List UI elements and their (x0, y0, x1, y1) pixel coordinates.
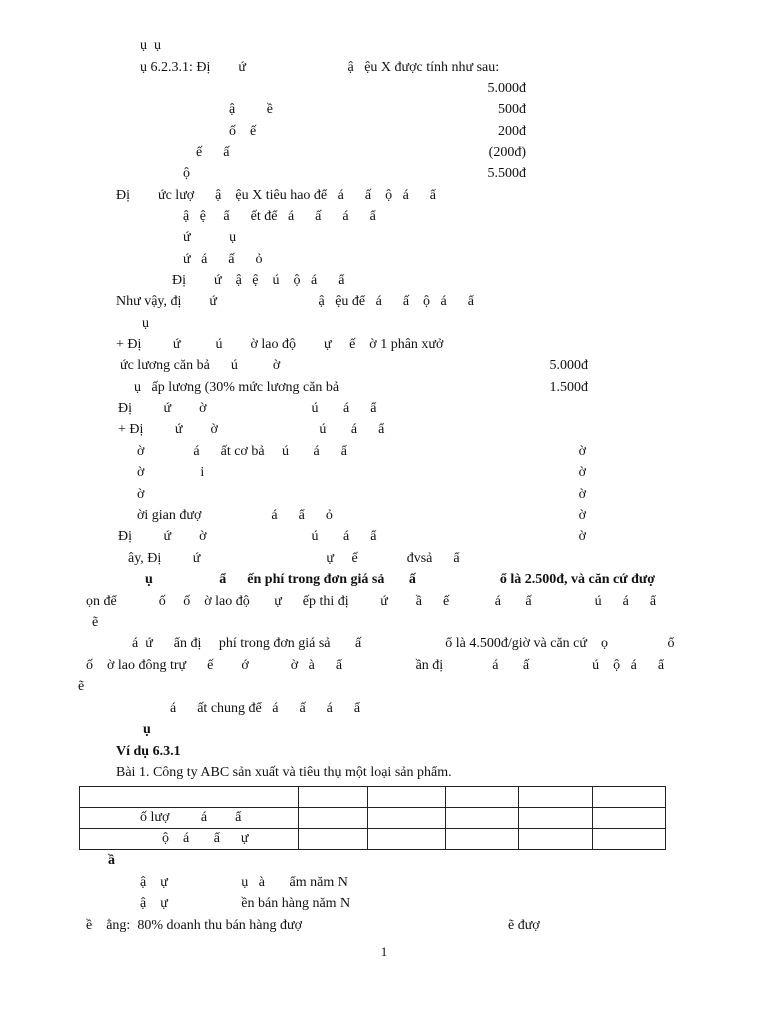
value: ờ (578, 487, 586, 502)
text-line: ụ (143, 722, 151, 737)
table-cell (445, 787, 518, 808)
table-cell (368, 787, 445, 808)
table-cell (368, 829, 445, 850)
data-table (79, 786, 666, 850)
text-line: ụ ụ (140, 38, 161, 53)
table-cell: ố lượ á ẩ (80, 808, 299, 829)
text-line: ọn để ố ố ờ lao độ ự ếp thi đị ứ ầ ế á ấ ú á ẩ (86, 594, 657, 609)
value: ờ (578, 444, 586, 459)
text-line: + Đị ứ ờ ú á ẩ (118, 422, 385, 437)
value: 500đ (498, 102, 526, 117)
table-cell (298, 787, 367, 808)
table-cell (445, 808, 518, 829)
text-line: ộ (183, 166, 190, 181)
value: ờ (578, 529, 586, 544)
table-cell (368, 808, 445, 829)
text-line: ậ ề (229, 102, 273, 117)
table-cell (592, 829, 665, 850)
text-line: Đị ức lượ ậ ệu X tiêu hao để á ấ ộ á ẩ (116, 188, 436, 203)
table-cell (592, 808, 665, 829)
text-line: ụ 6.2.3.1: Đị ứ ậ ệu X được tính như sau: (140, 60, 500, 75)
text-line: ụ ấp lương (30% mức lương căn bả (134, 380, 340, 395)
example-heading: Ví dụ 6.3.1 (116, 744, 181, 759)
table-cell (298, 808, 367, 829)
value: 5.500đ (487, 166, 526, 181)
table-row (80, 829, 666, 850)
text-line: ậ ệ ẩ ết để á ấ á ẩ (183, 209, 376, 224)
text-line: ức lương căn bả ú ờ (120, 358, 281, 373)
text-line: ề ằng: 80% doanh thu bán hàng đượ (86, 918, 303, 933)
text-line: ẽ (78, 679, 85, 694)
value: ờ (578, 508, 586, 523)
text-line: ụ (142, 316, 149, 331)
table-row (80, 808, 666, 829)
text-line: ời gian đượ á ẩ ỏ (137, 508, 333, 523)
text-line: ứ á ấ ỏ (183, 252, 263, 267)
text-line: ờ á ất cơ bả ú á ẩ (137, 444, 347, 459)
table-cell: ộ á ẩ ự (80, 829, 299, 850)
text-line: á ất chung để á ấ á ẩ (170, 701, 361, 716)
value: 1.500đ (549, 380, 588, 395)
table-cell (592, 787, 665, 808)
table-cell (298, 829, 367, 850)
page-number: 1 (380, 944, 388, 959)
value: 5.000đ (549, 358, 588, 373)
text-line: ậ ự ụ à ẩm năm N (140, 875, 348, 890)
value: ờ (578, 465, 586, 480)
table-cell (445, 829, 518, 850)
table-row (80, 787, 666, 808)
text-line: ố ờ lao đông trự ế ớ ờ à ẩ ần đị á ấ ú ộ á ẩ (86, 658, 665, 673)
text-line: ẽ (92, 615, 99, 630)
text-line: ờ (137, 487, 145, 502)
text-line: ậ ự ền bán hàng năm N (140, 896, 351, 911)
text-line: Đị ứ ậ ệ ú ộ á ẩ (172, 273, 345, 288)
text-line: Đị ứ ờ ú á ẩ (118, 401, 377, 416)
text-line: ầ (108, 853, 115, 868)
text-line: á ứ ẩn đị phí trong đơn giá sả ấ ổ là 4.500đ/giờ và căn cứ ọ ổ (132, 636, 675, 651)
text-line: ụ ẩ ến phí trong đơn giá sả ấ ổ là 2.500đ, và căn cứ đượ (145, 572, 656, 587)
text-line: Như vậy, đị ứ ậ ệu để á ấ ộ á ẩ (116, 294, 474, 309)
text-line: ố ế (229, 124, 257, 139)
text-line: ẽ đượ (508, 918, 540, 933)
table-cell (519, 808, 592, 829)
table-cell (519, 829, 592, 850)
value: (200đ) (488, 145, 526, 160)
table-cell (519, 787, 592, 808)
text-line: ờ i (137, 465, 205, 480)
text-line: ứ ụ (183, 230, 237, 245)
table-cell (80, 787, 299, 808)
text-line: + Đị ứ ú ờ lao độ ự ế ờ 1 phân xưở (116, 337, 444, 352)
text-line: Đị ứ ờ ú á ẩ (118, 529, 377, 544)
text-line: ế ấ (196, 145, 230, 160)
text-line: Bài 1. Công ty ABC sản xuất và tiêu thụ một loại sản phẩm. (116, 765, 452, 780)
value: 200đ (498, 124, 526, 139)
value: 5.000đ (487, 81, 526, 96)
text-line: ây, Đị ứ ự ế đvsả ẩ (128, 551, 460, 566)
